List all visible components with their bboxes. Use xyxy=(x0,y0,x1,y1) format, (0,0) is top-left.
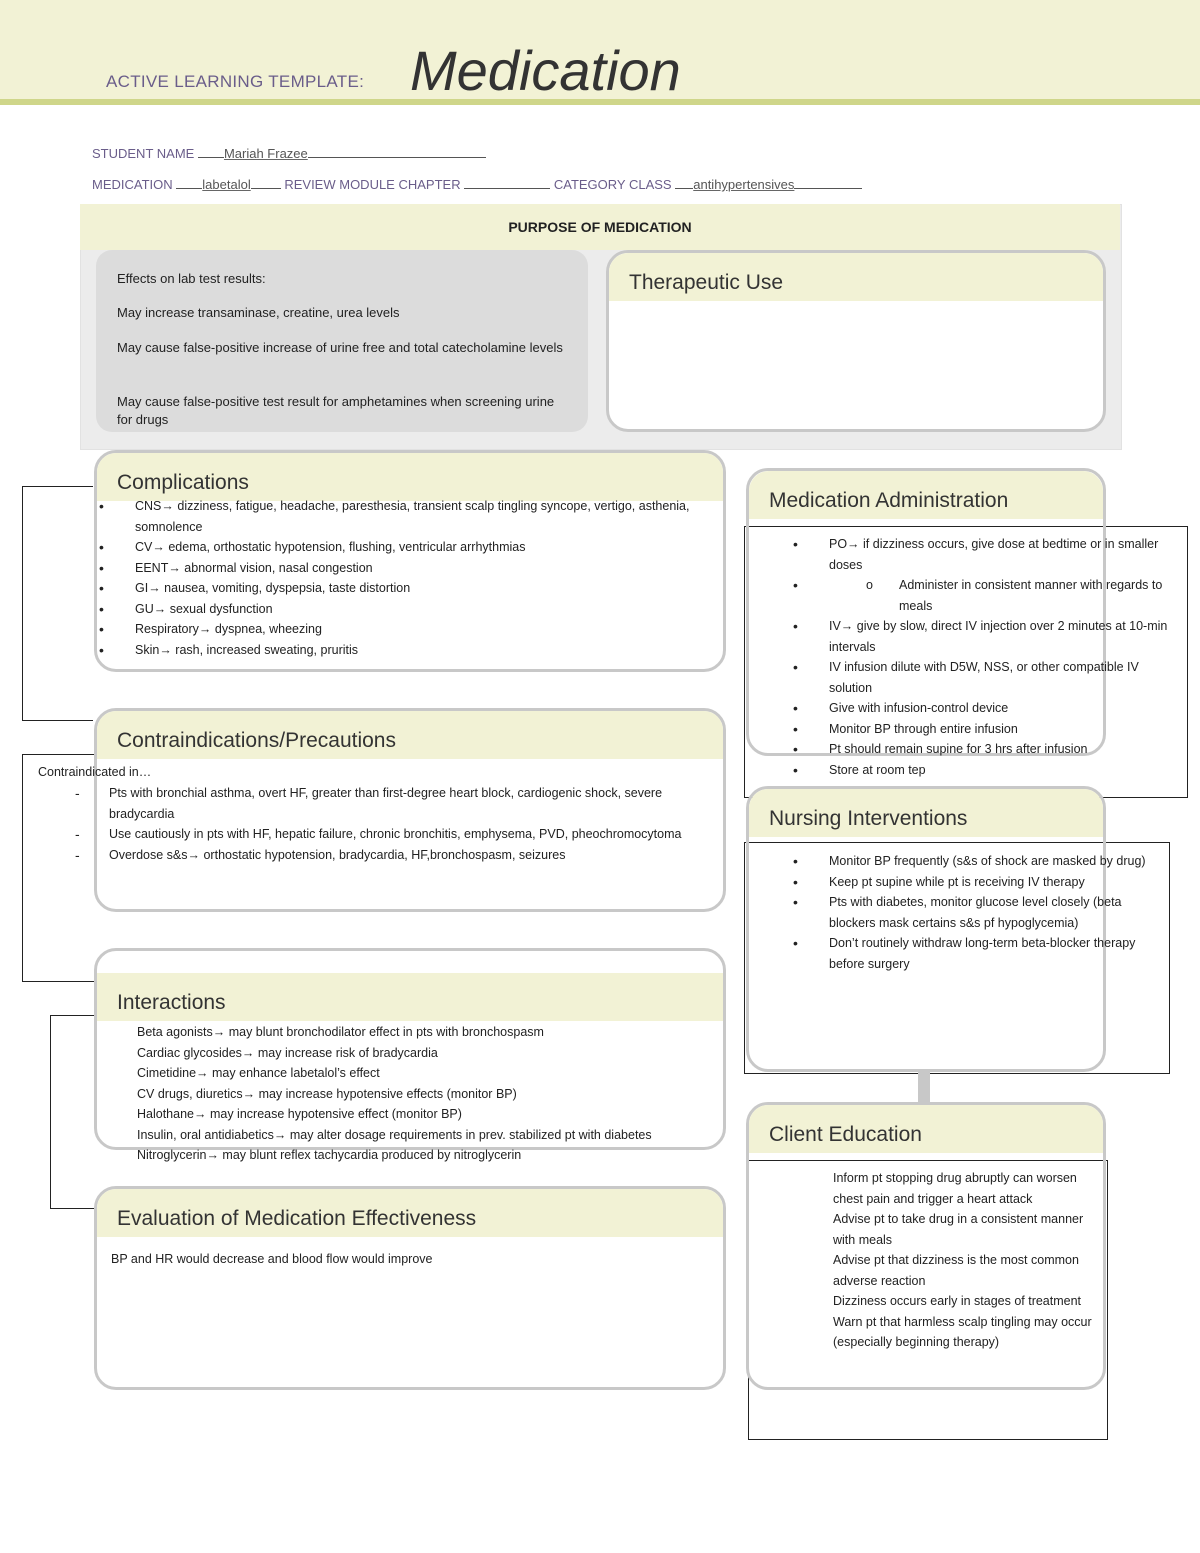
administration-list xyxy=(829,534,1174,780)
student-name-value[interactable]: Mariah Frazee xyxy=(223,146,308,161)
list-item: • Advise pt to take drug in a consistent manner with meals xyxy=(833,1209,1095,1250)
therapeutic-use-box xyxy=(606,250,1106,432)
contraindications-list xyxy=(109,783,704,865)
category-value[interactable]: antihypertensives xyxy=(693,177,795,192)
education-list xyxy=(833,1168,1095,1390)
list-item: • GI→ nausea, vomiting, dyspepsia, taste distortion xyxy=(135,578,705,599)
list-item: • IV→ give by slow, direct IV injection over 2 minutes at 10-min intervals xyxy=(829,616,1174,657)
medication-label: MEDICATION xyxy=(92,177,173,192)
list-item: - Pts with bronchial asthma, overt HF, greater than first-degree heart block, cardiogenic shock, severe bradycardia xyxy=(109,783,704,824)
student-name-label: STUDENT NAME xyxy=(92,146,195,161)
list-item: • Halothane→ may increase hypotensive effect (monitor BP) xyxy=(137,1104,697,1125)
list-item: • Pts with diabetes, monitor glucose level closely (beta blockers mask certains s&s pf hypoglycemia) xyxy=(829,892,1154,933)
list-item: • Advise pt that dizziness is the most common adverse reaction xyxy=(833,1250,1095,1291)
medication-line xyxy=(92,176,862,192)
page-title: Medication xyxy=(410,39,681,102)
list-item: • PO→ if dizziness occurs, give dose at bedtime or in smaller doses xyxy=(829,534,1174,575)
list-item: • CNS→ dizziness, fatigue, headache, paresthesia, transient scalp tingling syncope, vertigo, asthenia, somnolence xyxy=(135,496,705,537)
contraindications-intro: Contraindicated in… xyxy=(38,765,152,779)
interactions-bracket xyxy=(50,1015,95,1209)
list-item: • Cardiac glycosides→ may increase risk of bradycardia xyxy=(137,1043,697,1064)
list-item: • Nitroglycerin→ may blunt reflex tachycardia produced by nitroglycerin xyxy=(137,1145,697,1166)
purpose-title: PURPOSE OF MEDICATION xyxy=(508,219,692,235)
list-item: • Insulin, oral antidiabetics→ may alter dosage requirements in prev. stabilized pt with diabetes xyxy=(137,1125,697,1146)
complications-box xyxy=(94,450,726,672)
review-module-label: REVIEW MODULE CHAPTER xyxy=(284,177,461,192)
list-item: - Use cautiously in pts with HF, hepatic failure, chronic bronchitis, emphysema, PVD, pheochromocytoma xyxy=(109,824,704,845)
complications-title: Complications xyxy=(117,471,249,494)
list-item: • IV infusion dilute with D5W, NSS, or other compatible IV solution xyxy=(829,657,1174,698)
interactions-title: Interactions xyxy=(117,991,226,1014)
list-item: • CV drugs, diuretics→ may increase hypotensive effects (monitor BP) xyxy=(137,1084,697,1105)
lab-item: May cause false-positive increase of urine free and total catecholamine levels xyxy=(117,340,563,355)
category-label: CATEGORY CLASS xyxy=(553,177,672,192)
administration-title: Medication Administration xyxy=(769,489,1009,512)
review-module-value[interactable] xyxy=(464,176,550,189)
list-item: • Monitor BP frequently (s&s of shock are masked by drug) xyxy=(829,851,1154,872)
list-item: • Dizziness occurs early in stages of treatment xyxy=(833,1291,1095,1312)
sub-list-item: • o Administer in consistent manner with regards to meals xyxy=(829,575,1174,616)
list-item: - Overdose s&s→ orthostatic hypotension, bradycardia, HF,bronchospasm, seizures xyxy=(109,845,704,866)
lab-heading: Effects on lab test results: xyxy=(117,271,266,286)
complications-list xyxy=(135,496,705,660)
list-item: • Warn pt that harmless scalp tingling may occur (especially beginning therapy) xyxy=(833,1312,1095,1353)
student-name-line xyxy=(92,145,486,161)
list-item: • Respiratory→ dyspnea, wheezing xyxy=(135,619,705,640)
contraindications-bracket xyxy=(22,754,95,982)
nursing-title: Nursing Interventions xyxy=(769,807,968,830)
list-item: • Keep pt supine while pt is receiving IV therapy xyxy=(829,872,1154,893)
complications-bracket xyxy=(22,486,93,721)
list-item: • Pt should remain supine for 3 hrs after infusion xyxy=(829,739,1174,760)
education-title: Client Education xyxy=(769,1123,922,1146)
lab-item: May cause false-positive test result for amphetamines when screening urine for drugs xyxy=(117,394,555,427)
interactions-list xyxy=(137,1022,697,1184)
list-item: • Skin→ rash, increased sweating, pruritis xyxy=(135,640,705,661)
connector-bar xyxy=(918,1072,930,1102)
lab-effects-box xyxy=(96,250,588,432)
list-item: • Don’t routinely withdraw long-term beta-blocker therapy before surgery xyxy=(829,933,1154,974)
list-item: • Inform pt stopping drug abruptly can worsen chest pain and trigger a heart attack xyxy=(833,1168,1095,1209)
list-item: • Give with infusion-control device xyxy=(829,698,1174,719)
lab-item: May increase transaminase, creatine, urea levels xyxy=(117,305,400,320)
list-item: • Beta agonists→ may blunt bronchodilator effect in pts with bronchospasm xyxy=(137,1022,697,1043)
circle-bullet-icon: • o xyxy=(866,578,873,592)
list-item: • CV→ edema, orthostatic hypotension, flushing, ventricular arrhythmias xyxy=(135,537,705,558)
evaluation-box xyxy=(94,1186,726,1390)
list-item: • Monitor BP through entire infusion xyxy=(829,719,1174,740)
list-item: • EENT→ abnormal vision, nasal congestion xyxy=(135,558,705,579)
medication-value[interactable]: labetalol xyxy=(202,177,251,192)
therapeutic-use-title: Therapeutic Use xyxy=(629,271,784,294)
template-label: ACTIVE LEARNING TEMPLATE: xyxy=(106,72,365,91)
list-item: • GU→ sexual dysfunction xyxy=(135,599,705,620)
evaluation-text: BP and HR would decrease and blood flow would improve xyxy=(111,1252,433,1266)
list-item: • Cimetidine→ may enhance labetalol’s effect xyxy=(137,1063,697,1084)
nursing-list xyxy=(829,851,1154,974)
evaluation-title: Evaluation of Medication Effectiveness xyxy=(117,1207,477,1230)
contraindications-title: Contraindications/Precautions xyxy=(117,729,396,752)
list-item: • Store at room tep xyxy=(829,760,1174,781)
